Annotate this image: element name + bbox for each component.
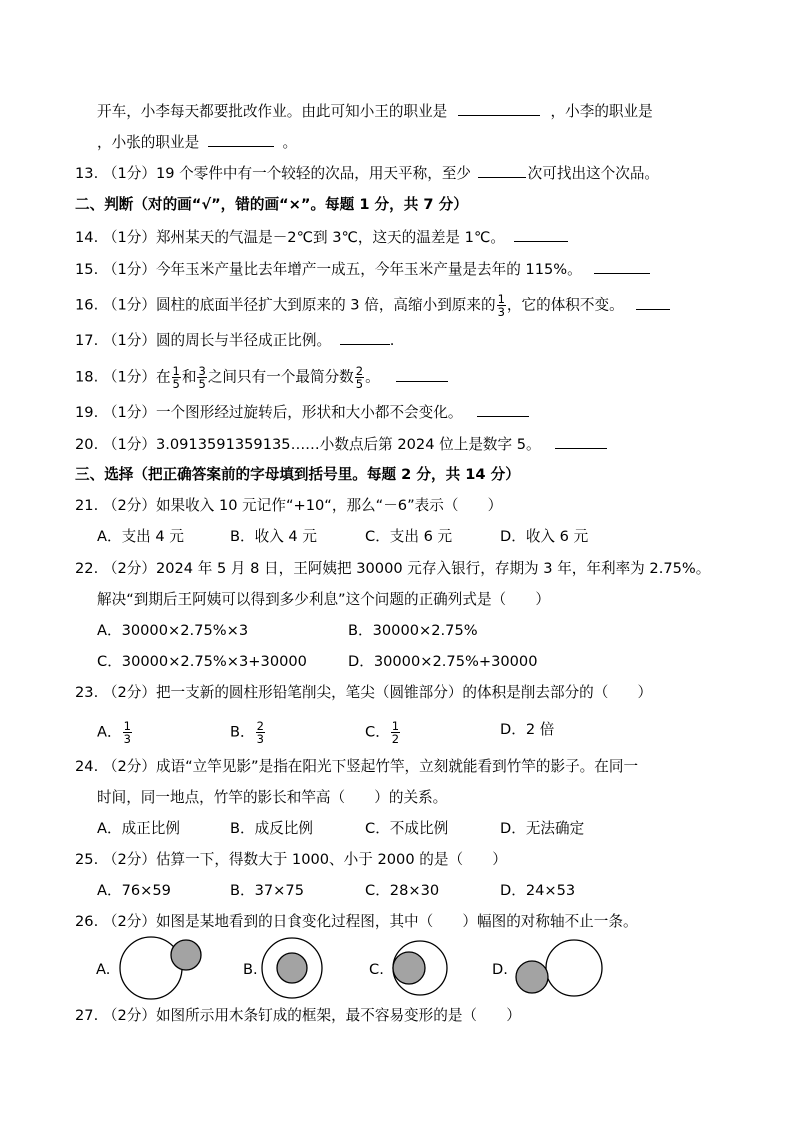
question-22-line-2: 解决“到期后王阿姨可以得到多少利息”这个问题的正确列式是（ ） bbox=[97, 591, 550, 608]
question-number: 19. bbox=[75, 404, 99, 421]
option-a[interactable]: A．30000×2.75%×3 bbox=[97, 622, 249, 639]
option-a[interactable]: A．支出 4 元 bbox=[97, 528, 184, 545]
option-b-label[interactable]: B. bbox=[243, 961, 258, 978]
eclipse-figure-a[interactable] bbox=[120, 937, 201, 999]
question-text: 圆柱的底面半径扩大到原来的 3 倍，高缩小到原来的 bbox=[155, 296, 496, 314]
option-label: C． bbox=[365, 723, 390, 741]
question-number: 24. bbox=[75, 758, 99, 775]
option-d[interactable]: D．2 倍 bbox=[500, 721, 555, 738]
question-text: 2024 年 5 月 8 日，王阿姨把 30000 元存入银行，存期为 3 年，年利率为 2.75%。 bbox=[155, 560, 711, 577]
eclipse-figure-c[interactable] bbox=[393, 941, 447, 995]
numerator: 1 bbox=[391, 719, 400, 733]
question-number: 25. bbox=[75, 851, 99, 868]
question-score: （1分） bbox=[102, 404, 156, 421]
question-text: 之间只有一个最简分数 bbox=[207, 368, 354, 386]
option-d[interactable]: D．收入 6 元 bbox=[500, 528, 589, 545]
q12-text-c: ，小张的职业是 bbox=[97, 134, 200, 151]
option-a[interactable]: A．成正比例 bbox=[97, 820, 180, 837]
question-text: 圆的周长与半径成正比例。 bbox=[155, 332, 332, 349]
option-d[interactable]: D．24×53 bbox=[500, 882, 576, 899]
option-c[interactable]: C．支出 6 元 bbox=[365, 528, 453, 545]
option-c[interactable]: C．不成比例 bbox=[365, 820, 449, 837]
denominator: 5 bbox=[172, 377, 180, 391]
option-c-label[interactable]: C. bbox=[369, 961, 384, 978]
question-number: 18. bbox=[75, 368, 99, 386]
question-number: 15. bbox=[75, 261, 99, 278]
q12-text-b: ，小李的职业是 bbox=[550, 103, 653, 120]
sun-circle bbox=[546, 940, 602, 996]
moon-disc bbox=[171, 940, 201, 970]
question-text: 。 bbox=[365, 368, 380, 386]
question-score: （2分） bbox=[102, 913, 156, 930]
question-text: 3.0913591359135……小数点后第 2024 位上是数字 5。 bbox=[155, 436, 541, 453]
question-number: 27. bbox=[75, 1007, 99, 1024]
option-label: B． bbox=[230, 723, 255, 741]
question-score: （1分） bbox=[102, 229, 156, 246]
denominator: 3 bbox=[123, 732, 131, 746]
question-score: （2分） bbox=[102, 560, 156, 577]
question-number: 22. bbox=[75, 560, 99, 577]
question-score: （1分） bbox=[102, 368, 156, 386]
question-score: （2分） bbox=[102, 758, 156, 775]
question-score: （2分） bbox=[102, 684, 156, 701]
question-score: （2分） bbox=[102, 497, 156, 514]
question-text: 如图是某地看到的日食变化过程图，其中（ ）幅图的对称轴不止一条。 bbox=[155, 913, 638, 930]
q12-text-d: 。 bbox=[282, 134, 298, 151]
question-score: （2分） bbox=[102, 1007, 156, 1024]
question-score: （1分） bbox=[102, 165, 156, 182]
option-a-label[interactable]: A. bbox=[96, 961, 111, 978]
numerator: 1 bbox=[497, 292, 505, 306]
q12-text-a: 开车，小李每天都要批改作业。由此可知小王的职业是 bbox=[97, 103, 448, 120]
question-score: （1分） bbox=[102, 332, 156, 349]
denominator: 2 bbox=[391, 732, 400, 746]
section-heading-choice: 三、选择（把正确答案前的字母填到括号里。每题 2 分，共 14 分） bbox=[75, 466, 520, 483]
question-score: （1分） bbox=[102, 296, 156, 314]
option-b[interactable]: B．成反比例 bbox=[230, 820, 313, 837]
sun-circle bbox=[120, 937, 182, 999]
moon-disc bbox=[393, 952, 425, 984]
numerator: 2 bbox=[355, 364, 364, 378]
question-number: 13. bbox=[75, 165, 99, 182]
question-text: 把一支新的圆柱形铅笔削尖，笔尖（圆锥部分）的体积是削去部分的（ ） bbox=[155, 684, 653, 701]
numerator: 3 bbox=[198, 364, 206, 378]
eclipse-figure-d[interactable] bbox=[516, 940, 602, 996]
numerator: 1 bbox=[123, 719, 131, 733]
question-number: 16. bbox=[75, 296, 99, 314]
question-score: （1分） bbox=[102, 436, 156, 453]
option-b[interactable]: B．37×75 bbox=[230, 882, 304, 899]
question-text: 成语“立竿见影”是指在阳光下竖起竹竿，立刻就能看到竹竿的影子。在同一 bbox=[155, 758, 639, 775]
question-text: 如图所示用木条钉成的框架，最不容易变形的是（ ） bbox=[155, 1007, 521, 1024]
option-c[interactable]: C．28×30 bbox=[365, 882, 440, 899]
question-number: 21. bbox=[75, 497, 99, 514]
question-number: 14. bbox=[75, 229, 99, 246]
question-number: 23. bbox=[75, 684, 99, 701]
question-text: 次可找出这个次品。 bbox=[527, 165, 660, 182]
question-text: ，它的体积不变。 bbox=[506, 296, 624, 314]
moon-disc bbox=[516, 961, 548, 993]
moon-disc bbox=[277, 953, 307, 983]
question-text: 在 bbox=[155, 368, 171, 386]
option-b[interactable]: B．30000×2.75% bbox=[348, 622, 478, 639]
denominator: 3 bbox=[256, 732, 264, 746]
question-text: 19 个零件中有一个较轻的次品，用天平称，至少 bbox=[155, 165, 472, 182]
option-d-label[interactable]: D. bbox=[492, 961, 508, 978]
denominator: 3 bbox=[497, 305, 505, 319]
question-text: 今年玉米产量比去年增产一成五，今年玉米产量是去年的 115%。 bbox=[155, 261, 582, 278]
question-27 bbox=[75, 1006, 521, 1026]
question-text: 一个图形经过旋转后，形状和大小都不会变化。 bbox=[155, 404, 463, 421]
question-text: 如果收入 10 元记作“+10“，那么“－6”表示（ ） bbox=[155, 497, 503, 514]
option-label: A． bbox=[97, 723, 122, 741]
option-b[interactable]: B．收入 4 元 bbox=[230, 528, 317, 545]
option-a[interactable]: A．76×59 bbox=[97, 882, 171, 899]
question-24-line-2: 时间，同一地点，竹竿的影长和竿高（ ）的关系。 bbox=[97, 789, 448, 806]
section-heading-judge: 二、判断（对的画“√”，错的画“×”。每题 1 分，共 7 分） bbox=[75, 196, 468, 213]
denominator: 5 bbox=[355, 377, 364, 391]
numerator: 1 bbox=[172, 364, 180, 378]
option-d[interactable]: D．无法确定 bbox=[500, 820, 585, 837]
question-text: 郑州某天的气温是－2℃到 3℃，这天的温差是 1℃。 bbox=[155, 229, 505, 246]
eclipse-figure-b[interactable] bbox=[262, 938, 322, 998]
question-text: . bbox=[389, 332, 395, 349]
question-text: 估算一下，得数大于 1000、小于 2000 的是（ ） bbox=[155, 851, 507, 868]
question-score: （1分） bbox=[102, 261, 156, 278]
option-d[interactable]: D．30000×2.75%+30000 bbox=[348, 653, 538, 670]
option-c[interactable]: C．30000×2.75%×3+30000 bbox=[97, 653, 307, 670]
question-score: （2分） bbox=[102, 851, 156, 868]
denominator: 5 bbox=[198, 377, 206, 391]
question-number: 26. bbox=[75, 913, 99, 930]
numerator: 2 bbox=[256, 719, 264, 733]
question-text: 和 bbox=[181, 368, 197, 386]
question-number: 20. bbox=[75, 436, 99, 453]
question-number: 17. bbox=[75, 332, 99, 349]
